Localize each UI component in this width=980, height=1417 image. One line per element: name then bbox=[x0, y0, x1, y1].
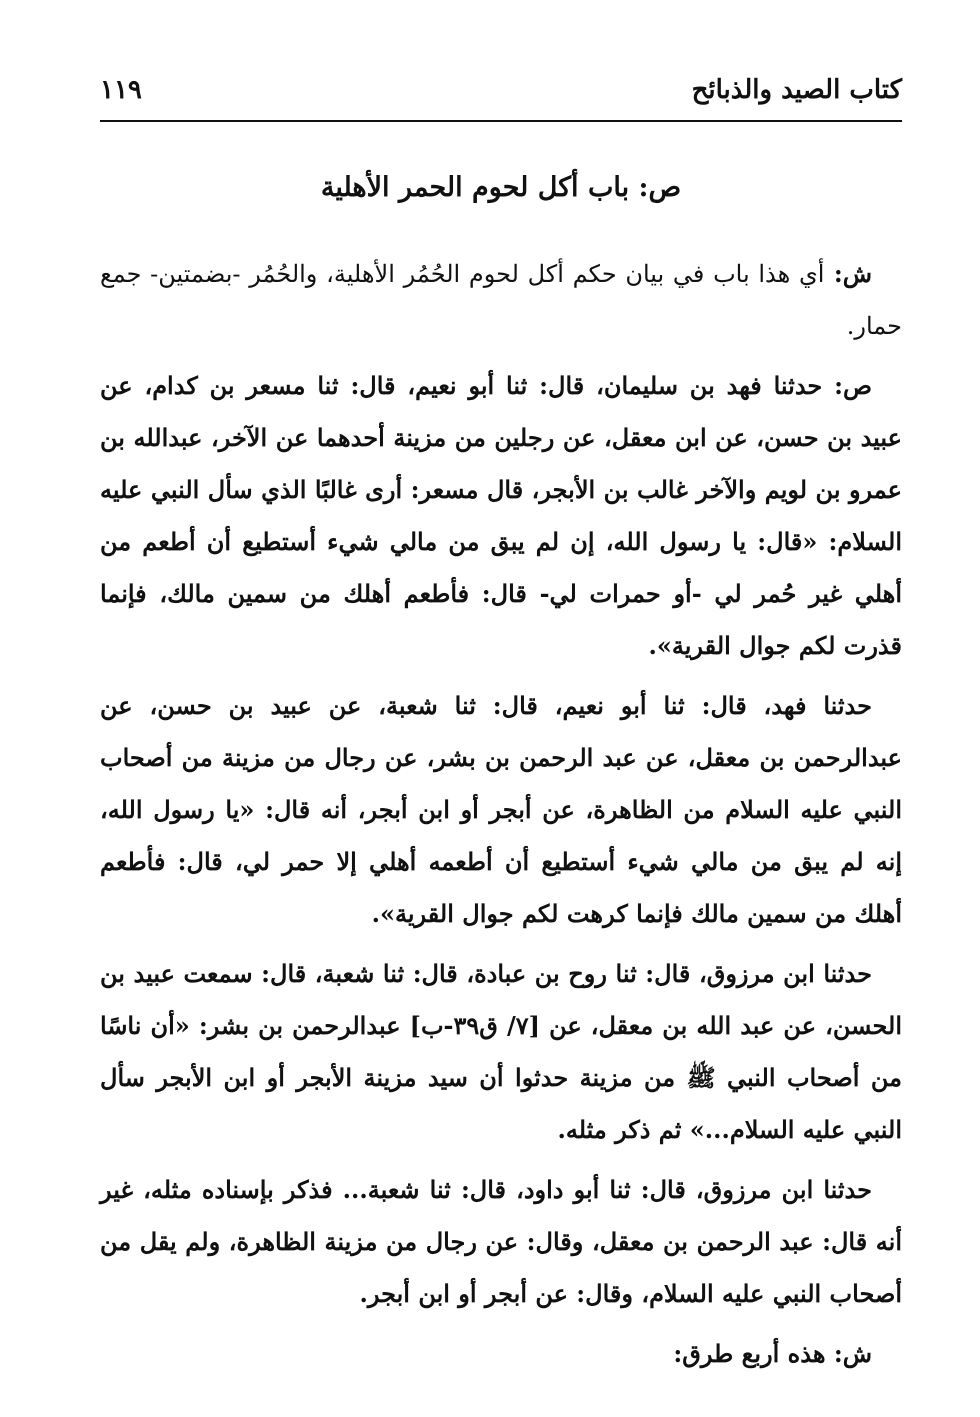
paragraph-6 bbox=[100, 1328, 902, 1380]
page-body bbox=[100, 160, 902, 1388]
paragraph-lead: ص: bbox=[822, 371, 872, 400]
paragraph-text: حدثنا ابن مرزوق، قال: ثنا أبو داود، قال: ثنا شعبة... فذكر بإسناده مثله، غير أنه قال: عبد الرحمن بن معقل، وقال: عن رجال من مزينة الظاهرة، ولم يقل من أصحاب النبي عليه السلام، وقال: عن أبجر أو ابن أبجر. bbox=[100, 1175, 902, 1308]
paragraph-text: هذه أربع طرق: bbox=[673, 1339, 826, 1368]
paragraph-4 bbox=[100, 948, 902, 1156]
chapter-heading-text: باب أكل لحوم الحمر الأهلية bbox=[320, 172, 630, 203]
paragraph-3 bbox=[100, 680, 902, 940]
paragraph-1 bbox=[100, 248, 902, 352]
paragraph-text: حدثنا فهد، قال: ثنا أبو نعيم، قال: ثنا شعبة، عن عبيد بن حسن، عن عبدالرحمن بن معقل، عن عبد الرحمن بن بشر، عن رجال من مزينة من أصحاب النبي عليه السلام من الظاهرة، عن أبجر أو ابن أبجر، أنه قال: «يا رسول الله، إنه لم يبق من مالي شيء أستطيع أن أطعمه أهلي إلا حمر لي، قال: فأطعم أهلك من سمين مالك فإنما كرهت لكم جوال القرية». bbox=[100, 691, 902, 928]
paragraph-text: حدثنا ابن مرزوق، قال: ثنا روح بن عبادة، قال: ثنا شعبة، قال: سمعت عبيد بن الحسن، عن عبد الله بن معقل، عن [٧/ ق٣٩-ب] عبدالرحمن بن بشر: «أن ناسًا من أصحاب النبي ﷺ من مزينة حدثوا أن سيد مزينة الأبجر أو ابن الأبجر سأل النبي عليه السلام...» ثم ذكر مثله. bbox=[100, 959, 902, 1144]
running-header bbox=[100, 60, 902, 122]
paragraph-2 bbox=[100, 360, 902, 672]
paragraph-5 bbox=[100, 1164, 902, 1320]
paragraph-lead: ش: bbox=[824, 259, 872, 288]
chapter-heading-marker: ص: bbox=[629, 172, 682, 203]
paragraph-text: أي هذا باب في بيان حكم أكل لحوم الحُمُر الأهلية، والحُمُر -بضمتين- جمع حمار. bbox=[100, 260, 902, 340]
chapter-heading bbox=[100, 160, 902, 216]
page-number: ١١٩ bbox=[100, 75, 142, 105]
paragraph-lead: ش: bbox=[825, 1339, 872, 1368]
paragraph-text: حدثنا فهد بن سليمان، قال: ثنا أبو نعيم، قال: ثنا مسعر بن كدام، عن عبيد بن حسن، عن ابن معقل، عن رجلين من مزينة أحدهما عن الآخر، عبدالله بن عمرو بن لويم والآخر غالب بن الأبجر، قال مسعر: أرى غالبًا الذي سأل النبي عليه السلام: «قال: يا رسول الله، إن لم يبق من مالي شيء أستطيع أن أطعم من أهلي غير حُمر لي -أو حمرات لي- قال: فأطعم أهلك من سمين مالك، فإنما قذرت لكم جوال القرية». bbox=[100, 371, 902, 660]
header-title: كتاب الصيد والذبائح bbox=[691, 75, 902, 105]
